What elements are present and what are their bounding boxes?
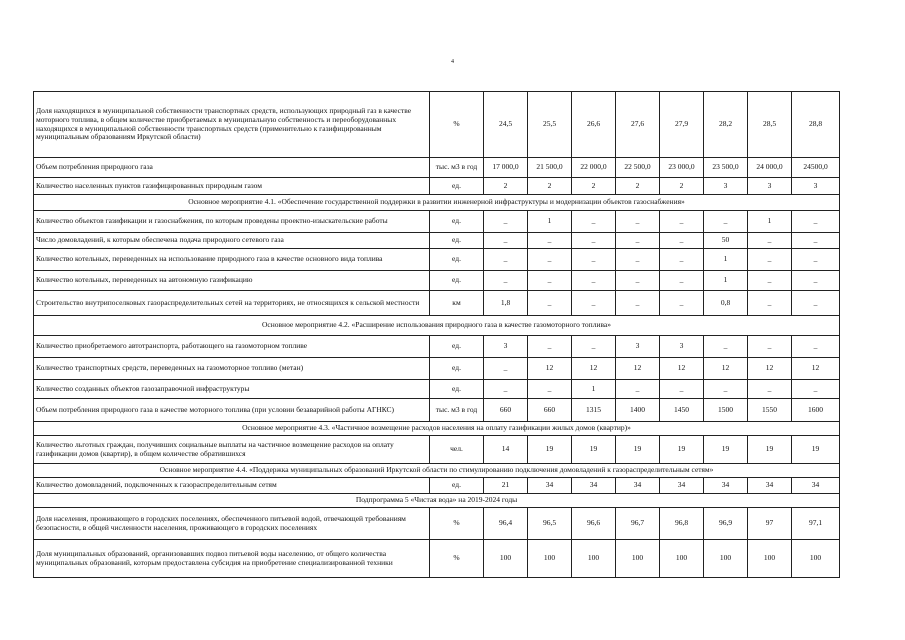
table-row [34,380,840,399]
indicator-value: 96,9 [704,508,748,540]
indicator-value: 660 [484,399,528,422]
indicator-value: _ [484,233,528,249]
indicator-name: Количество домовладений, подключенных к газораспределительным сетям [34,478,430,494]
indicator-value: 96,5 [528,508,572,540]
indicator-name: Количество котельных, переведенных на использование природного газа в качестве основного вида топлива [34,249,430,271]
indicator-value: 100 [484,540,528,578]
table-row [34,436,840,464]
table-row [34,158,840,178]
indicator-value: 1 [572,380,616,399]
section-heading: Основное мероприятие 4.2. «Расширение использования природного газа в качестве газомоторного топлива» [34,316,840,336]
indicator-name: Доля находящихся в муниципальной собственности транспортных средств, использующих природный газ в качестве моторного топлива, в общем количестве приобретаемых в муниципальную собственность и переоборудованных находящихся в муниципальной собственности транспортных средств (применительно к газифицированным муниципальным образованиям Иркутской области) [34,92,430,158]
indicator-value: 1,8 [484,291,528,316]
indicator-value: _ [572,336,616,358]
indicator-unit: тыс. м3 в год [430,399,484,422]
indicator-value: 28,2 [704,92,748,158]
indicator-value: 3 [660,336,704,358]
indicator-value: _ [792,336,840,358]
table-row [34,399,840,422]
indicator-value: 22 500,0 [616,158,660,178]
indicator-unit: % [430,92,484,158]
indicator-value: 24,5 [484,92,528,158]
indicator-value: 2 [572,178,616,195]
indicator-value: _ [484,380,528,399]
indicator-value: _ [528,291,572,316]
indicator-value: 12 [616,358,660,380]
indicator-value: 34 [572,478,616,494]
indicator-value: _ [572,211,616,233]
indicator-value: 0,8 [704,291,748,316]
indicator-value: 34 [528,478,572,494]
indicator-value: _ [660,291,704,316]
table-row [34,540,840,578]
indicator-value: _ [792,271,840,291]
indicator-value: 19 [660,436,704,464]
indicators-table [33,91,840,578]
indicator-value: _ [748,336,792,358]
indicator-value: 2 [616,178,660,195]
indicator-value: _ [704,336,748,358]
indicator-value: _ [572,233,616,249]
indicator-value: _ [660,211,704,233]
indicator-value: 1315 [572,399,616,422]
table-row [34,233,840,249]
table-row [34,92,840,158]
indicator-value: _ [572,271,616,291]
indicator-value: 34 [704,478,748,494]
indicator-value: 24 000,0 [748,158,792,178]
indicator-value: 100 [572,540,616,578]
indicator-value: 19 [792,436,840,464]
indicator-unit: ед. [430,336,484,358]
section-row [34,422,840,436]
indicator-value: 21 500,0 [528,158,572,178]
indicator-value: 34 [660,478,704,494]
indicator-value: _ [616,380,660,399]
section-heading: Основное мероприятие 4.1. «Обеспечение государственной поддержки в развитии инженерной инфраструктуры и модернизации объектов газоснабжения» [34,195,840,211]
indicator-value: _ [528,380,572,399]
table-row [34,178,840,195]
table-row [34,358,840,380]
indicator-value: 12 [572,358,616,380]
indicator-unit: ед. [430,211,484,233]
indicator-value: 25,5 [528,92,572,158]
indicator-value: _ [792,233,840,249]
indicator-value: 50 [704,233,748,249]
indicator-value: 97,1 [792,508,840,540]
indicator-value: _ [748,271,792,291]
indicator-value: 96,8 [660,508,704,540]
indicator-value: 17 000,0 [484,158,528,178]
indicator-unit: ед. [430,271,484,291]
indicator-unit: тыс. м3 в год [430,158,484,178]
table-row [34,508,840,540]
indicator-value: 19 [748,436,792,464]
indicator-value: 96,4 [484,508,528,540]
indicator-value: 97 [748,508,792,540]
indicator-name: Объем потребления природного газа [34,158,430,178]
indicator-name: Количество транспортных средств, переведенных на газомоторное топливо (метан) [34,358,430,380]
indicator-name: Количество созданных объектов газозаправочной инфраструктуры [34,380,430,399]
indicator-value: 28,8 [792,92,840,158]
indicator-name: Доля населения, проживающего в городских поселениях, обеспеченного питьевой водой, отвечающей требованиям безопасности, в общей численности населения, проживающего в городских поселениях [34,508,430,540]
indicator-value: 96,7 [616,508,660,540]
indicator-value: 100 [748,540,792,578]
indicator-value: _ [528,271,572,291]
indicator-value: _ [484,211,528,233]
indicator-value: 1500 [704,399,748,422]
indicator-value: 12 [792,358,840,380]
section-heading: Основное мероприятие 4.4. «Поддержка муниципальных образований Иркутской области по стимулированию подключения домовладений к газораспределительным сетям» [34,464,840,478]
indicator-name: Количество объектов газификации и газоснабжения, по которым проведены проектно-изыскательские работы [34,211,430,233]
indicator-value: _ [616,233,660,249]
indicator-value: 14 [484,436,528,464]
indicator-value: 12 [660,358,704,380]
indicator-value: 1450 [660,399,704,422]
table-row [34,211,840,233]
indicator-value: _ [660,233,704,249]
table-row [34,336,840,358]
indicator-unit: ед. [430,380,484,399]
indicator-value: _ [616,271,660,291]
indicator-value: _ [748,291,792,316]
indicator-value: 3 [792,178,840,195]
indicator-value: 12 [704,358,748,380]
indicator-unit: км [430,291,484,316]
table-row [34,271,840,291]
indicator-value: 1 [704,249,748,271]
section-row [34,195,840,211]
indicator-unit: % [430,508,484,540]
indicator-name: Количество котельных, переведенных на автономную газификацию [34,271,430,291]
indicator-value: 34 [792,478,840,494]
indicator-value: _ [484,271,528,291]
indicator-value: 100 [792,540,840,578]
indicator-value: 24500,0 [792,158,840,178]
indicator-unit: % [430,540,484,578]
table-row [34,249,840,271]
indicator-name: Число домовладений, к которым обеспечена подача природного сетевого газа [34,233,430,249]
indicator-value: _ [484,249,528,271]
indicator-value: 660 [528,399,572,422]
indicator-value: 1 [528,211,572,233]
indicator-value: 1550 [748,399,792,422]
indicator-unit: ед. [430,178,484,195]
indicator-value: 1 [748,211,792,233]
indicator-value: 3 [484,336,528,358]
indicator-value: _ [528,249,572,271]
indicator-unit: ед. [430,233,484,249]
indicator-unit: чел. [430,436,484,464]
indicator-value: 19 [704,436,748,464]
indicator-value: _ [616,211,660,233]
indicator-value: _ [660,271,704,291]
indicator-value: 26,6 [572,92,616,158]
indicator-name: Количество населенных пунктов газифицированных природным газом [34,178,430,195]
indicator-value: _ [484,358,528,380]
indicator-value: _ [572,291,616,316]
indicator-value: 2 [528,178,572,195]
indicator-value: _ [572,249,616,271]
indicator-value: _ [792,380,840,399]
indicator-value: 23 000,0 [660,158,704,178]
indicator-name: Доля муниципальных образований, организовавших подвоз питьевой воды населению, от общего количества муниципальных образований, которым предоставлена субсидия на приобретение специализированной техники [34,540,430,578]
indicator-value: 12 [748,358,792,380]
indicator-value: 19 [528,436,572,464]
indicator-value: _ [792,211,840,233]
page-mark: 4 [451,59,454,65]
indicator-value: 2 [660,178,704,195]
section-row [34,464,840,478]
indicator-value: _ [660,380,704,399]
indicator-value: 1600 [792,399,840,422]
indicator-value: 100 [616,540,660,578]
indicator-value: 22 000,0 [572,158,616,178]
indicator-value: _ [704,211,748,233]
indicator-value: _ [528,233,572,249]
indicator-value: _ [616,249,660,271]
indicator-value: _ [748,380,792,399]
table-row [34,291,840,316]
indicator-name: Количество приобретаемого автотранспорта, работающего на газомоторном топливе [34,336,430,358]
indicator-value: 21 [484,478,528,494]
indicator-value: 1 [704,271,748,291]
indicator-value: 3 [704,178,748,195]
indicator-value: 1400 [616,399,660,422]
indicator-value: _ [616,291,660,316]
indicator-unit: ед. [430,478,484,494]
section-heading: Подпрограмма 5 «Чистая вода» на 2019-2024 годы [34,494,840,508]
indicator-value: _ [748,233,792,249]
indicator-value: 27,9 [660,92,704,158]
indicator-value: _ [748,249,792,271]
indicator-value: 2 [484,178,528,195]
indicator-value: 96,6 [572,508,616,540]
section-heading: Основное мероприятие 4.3. «Частичное возмещение расходов населения на оплату газификации жилых домов (квартир)» [34,422,840,436]
indicator-value: 19 [572,436,616,464]
indicator-name: Объем потребления природного газа в качестве моторного топлива (при условии безаварийной работы АГНКС) [34,399,430,422]
indicator-value: _ [660,249,704,271]
indicator-value: _ [528,336,572,358]
section-row [34,316,840,336]
indicator-value: _ [792,249,840,271]
indicator-value: 23 500,0 [704,158,748,178]
indicator-value: 3 [748,178,792,195]
indicator-value: _ [704,380,748,399]
indicator-value: _ [792,291,840,316]
indicator-value: 100 [528,540,572,578]
indicator-value: 100 [704,540,748,578]
indicator-value: 3 [616,336,660,358]
indicator-value: 34 [616,478,660,494]
indicator-name: Строительство внутрипоселковых газораспределительных сетей на территориях, не относящихся к сельской местности [34,291,430,316]
section-row [34,494,840,508]
indicator-value: 100 [660,540,704,578]
table-row [34,478,840,494]
indicator-value: 34 [748,478,792,494]
indicator-value: 12 [528,358,572,380]
indicator-unit: ед. [430,249,484,271]
indicator-name: Количество льготных граждан, получивших социальные выплаты на частичное возмещение расходов на оплату газификации домов (квартир), в общем количестве обратившихся [34,436,430,464]
indicator-unit: ед. [430,358,484,380]
indicator-value: 19 [616,436,660,464]
indicator-value: 28,5 [748,92,792,158]
indicator-value: 27,6 [616,92,660,158]
